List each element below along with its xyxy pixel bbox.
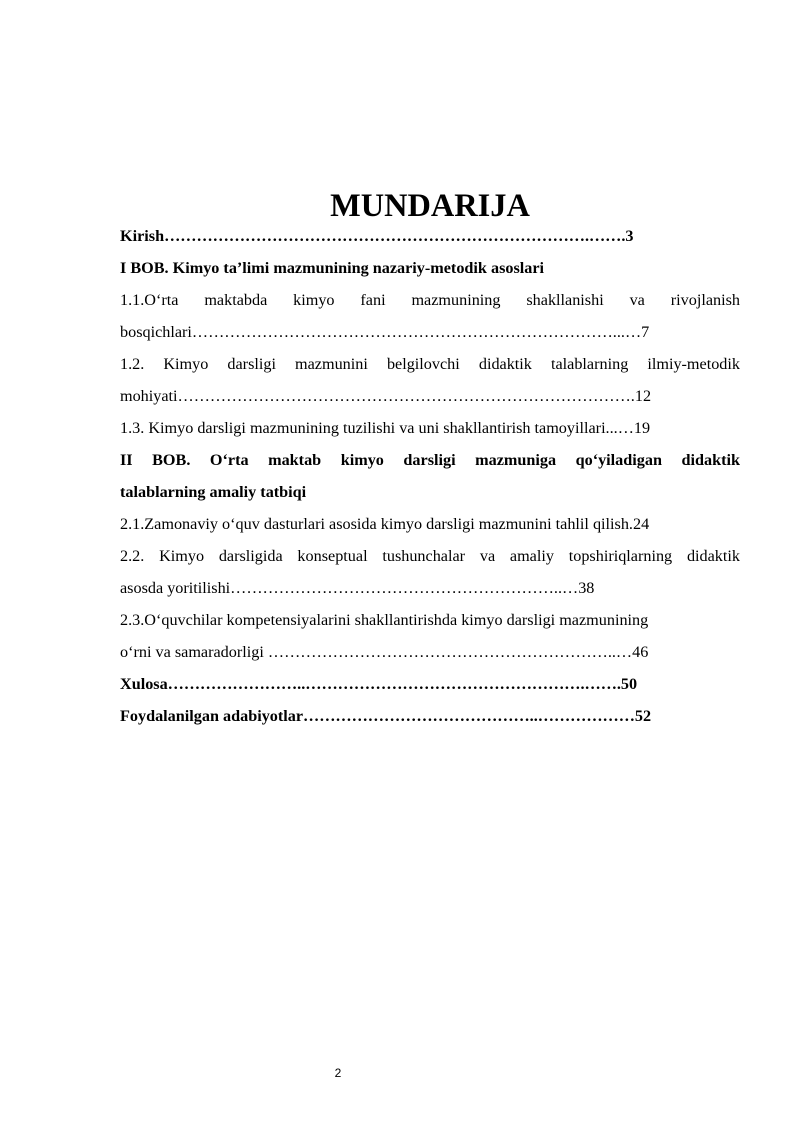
toc-entry-2-3: 2.3.O‘quvchilar kompetensiyalarini shakllantirishda kimyo darsligi mazmunining xyxy=(120,611,649,629)
toc-chapter-2-heading: II BOB. O‘rta maktab kimyo darsligi mazmuniga qo‘yiladigan didaktik xyxy=(120,451,740,469)
toc-entry-kirish: Kirish…………………………………………………………………….…….3 xyxy=(120,227,634,245)
page-number: 2 xyxy=(334,1066,342,1080)
toc-entry-1-2: 1.2. Kimyo darsligi mazmunini belgilovchi didaktik talablarning ilmiy-metodik xyxy=(120,355,740,373)
toc-entry-2-1: 2.1.Zamonaviy o‘quv dasturlari asosida kimyo darsligi mazmunini tahlil qilish.24 xyxy=(120,515,650,533)
toc-entry-1-1: 1.1.O‘rta maktabda kimyo fani mazmunining shakllanishi va rivojlanish xyxy=(120,291,740,309)
table-of-contents xyxy=(120,188,740,732)
toc-entry-2-3-continuation: o‘rni va samaradorligi ………………………………………………………..…46 xyxy=(120,643,649,661)
toc-chapter-1-heading: I BOB. Kimyo ta’limi mazmunining nazariy-metodik asoslari xyxy=(120,259,545,277)
toc-entry-2-2: 2.2. Kimyo darsligida konseptual tushunchalar va amaliy topshiriqlarning didaktik xyxy=(120,547,740,565)
page-title: MUNDARIJA xyxy=(330,188,530,224)
toc-entry-1-1-continuation: bosqichlari……………………………………………………………………...…7 xyxy=(120,323,650,341)
toc-entry-xulosa: Xulosa……………………..…………………………………………….…….50 xyxy=(120,675,638,693)
toc-entry-adabiyotlar: Foydalanilgan adabiyotlar……………………………………..………………52 xyxy=(120,707,652,725)
toc-entry-1-2-continuation: mohiyati………………………………………………………………………….12 xyxy=(120,387,652,405)
toc-entry-1-3: 1.3. Kimyo darsligi mazmunining tuzilishi va uni shakllantirish tamoyillari...…19 xyxy=(120,419,651,437)
toc-chapter-2-heading-continuation: talablarning amaliy tatbiqi xyxy=(120,483,307,501)
toc-entry-2-2-continuation: asosda yoritilishi……………………………………………………..…38 xyxy=(120,579,595,597)
